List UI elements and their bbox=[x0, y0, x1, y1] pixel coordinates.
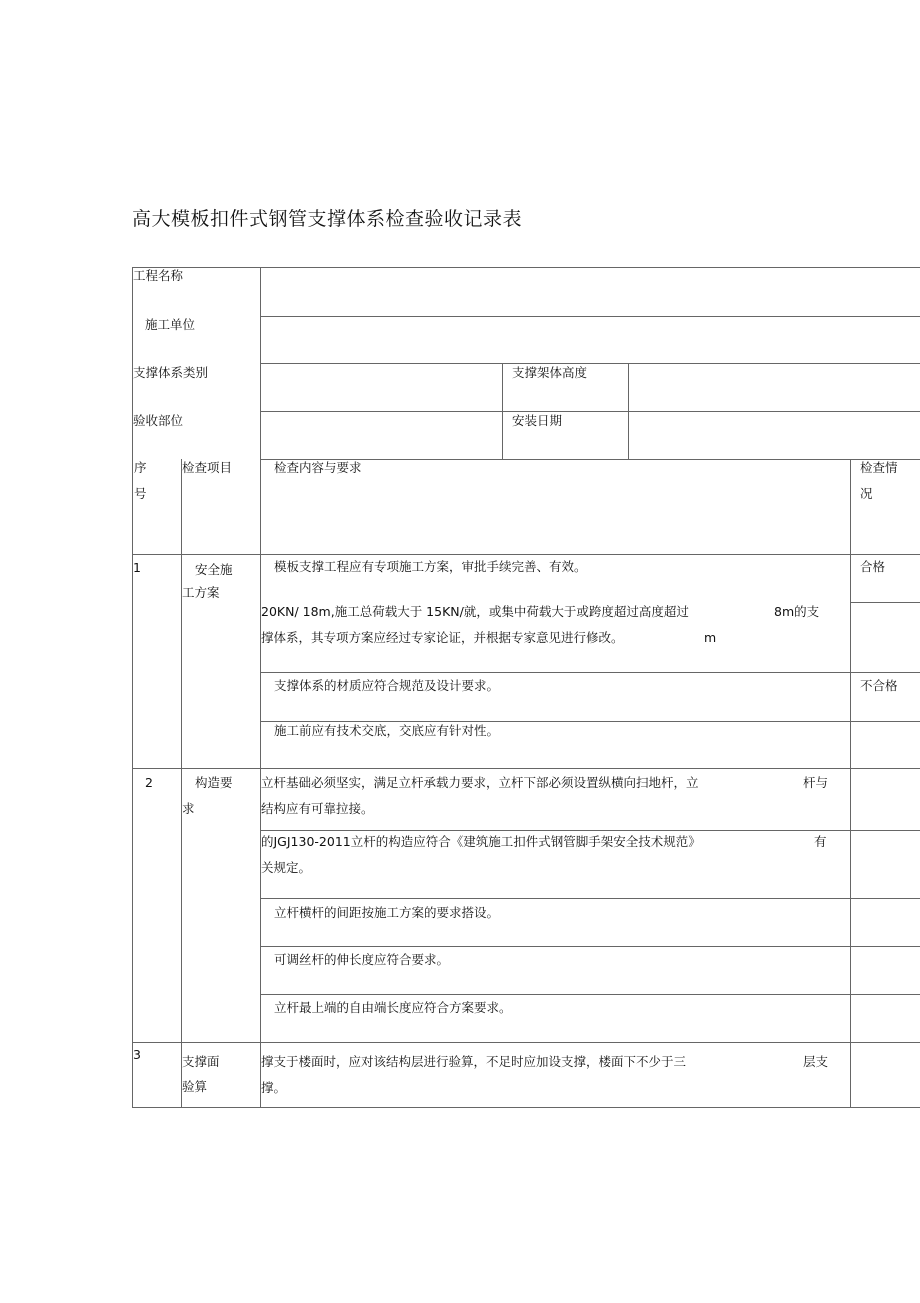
row-divider bbox=[132, 768, 920, 769]
check-requirement: 支撑体系的材质应符合规范及设计要求。 bbox=[274, 678, 500, 693]
table-border-left bbox=[132, 267, 133, 1108]
check-requirement: 可调丝杆的伸长度应符合要求。 bbox=[274, 952, 450, 967]
column-header-no: 序 bbox=[134, 460, 147, 475]
check-requirement: 20KN/ 18m,施工总荷载大于 15KN/就，或集中荷载大于或跨度超过高度超过 bbox=[261, 604, 689, 619]
column-divider bbox=[260, 267, 261, 459]
check-requirement: m bbox=[704, 630, 717, 645]
check-requirement: 立杆最上端的自由端长度应符合方案要求。 bbox=[274, 1000, 512, 1015]
install-date-label: 安装日期 bbox=[512, 413, 563, 428]
check-requirement: 杆与 bbox=[803, 775, 829, 790]
column-divider bbox=[181, 459, 182, 1107]
section-number: 3 bbox=[133, 1047, 141, 1062]
section-item-name: 验算 bbox=[182, 1079, 208, 1094]
column-header-result: 况 bbox=[860, 486, 873, 501]
support-height-label: 支撑架体高度 bbox=[512, 365, 588, 380]
column-header-item: 检查项目 bbox=[182, 460, 233, 475]
row-divider bbox=[850, 602, 920, 603]
row-divider bbox=[132, 1042, 920, 1043]
acceptance-part-label: 验收部位 bbox=[133, 413, 184, 428]
check-requirement: 8m的支 bbox=[774, 604, 820, 619]
section-item-name: 求 bbox=[182, 801, 195, 816]
check-requirement: 有 bbox=[814, 834, 827, 849]
row-divider bbox=[260, 898, 920, 899]
check-requirement: 层支 bbox=[803, 1054, 829, 1069]
row-divider bbox=[260, 411, 920, 412]
table-border-bottom bbox=[132, 1107, 920, 1108]
row-divider bbox=[260, 363, 920, 364]
row-divider bbox=[260, 316, 920, 317]
check-requirement: 关规定。 bbox=[261, 860, 312, 875]
check-requirement: 撑。 bbox=[261, 1080, 287, 1095]
check-requirement: 的JGJ130-2011立杆的构造应符合《建筑施工扣件式钢管脚手架安全技术规范》 bbox=[261, 834, 701, 849]
check-requirement: 撑支于楼面时，应对该结构层进行验算，不足时应加设支撑，楼面下不少于三 bbox=[261, 1054, 687, 1069]
table-border-top bbox=[132, 267, 920, 268]
page-title: 高大模板扣件式钢管支撑体系检查验收记录表 bbox=[132, 208, 523, 230]
check-requirement: 施工前应有技术交底，交底应有针对性。 bbox=[274, 723, 500, 738]
column-divider bbox=[502, 363, 503, 459]
section-item-name: 支撑面 bbox=[182, 1054, 220, 1069]
section-item-name: 工方案 bbox=[182, 585, 220, 600]
section-item-name: 安全施 bbox=[195, 562, 233, 577]
section-item-name: 构造要 bbox=[195, 775, 233, 790]
column-header-result: 检查情 bbox=[860, 460, 898, 475]
column-divider bbox=[628, 363, 629, 459]
project-name-label: 工程名称 bbox=[133, 268, 184, 283]
column-divider bbox=[850, 459, 851, 1107]
section-number: 1 bbox=[133, 560, 141, 575]
column-header-content: 检查内容与要求 bbox=[274, 460, 362, 475]
section-number: 2 bbox=[145, 775, 153, 790]
column-header-no: 号 bbox=[134, 486, 147, 501]
check-requirement: 模板支撑工程应有专项施工方案，审批手续完善、有效。 bbox=[274, 559, 587, 574]
check-requirement: 撑体系，其专项方案应经过专家论证，并根据专家意见进行修改。 bbox=[261, 630, 624, 645]
check-requirement: 立杆横杆的间距按施工方案的要求搭设。 bbox=[274, 905, 500, 920]
check-requirement: 结构应有可靠拉接。 bbox=[261, 801, 374, 816]
support-type-label: 支撑体系类别 bbox=[133, 365, 209, 380]
check-result: 不合格 bbox=[860, 678, 898, 693]
check-requirement: 立杆基础必须坚实，满足立杆承载力要求，立杆下部必须设置纵横向扫地杆，立 bbox=[261, 775, 699, 790]
check-result: 合格 bbox=[860, 559, 886, 574]
construction-unit-label: 施工单位 bbox=[145, 317, 196, 332]
